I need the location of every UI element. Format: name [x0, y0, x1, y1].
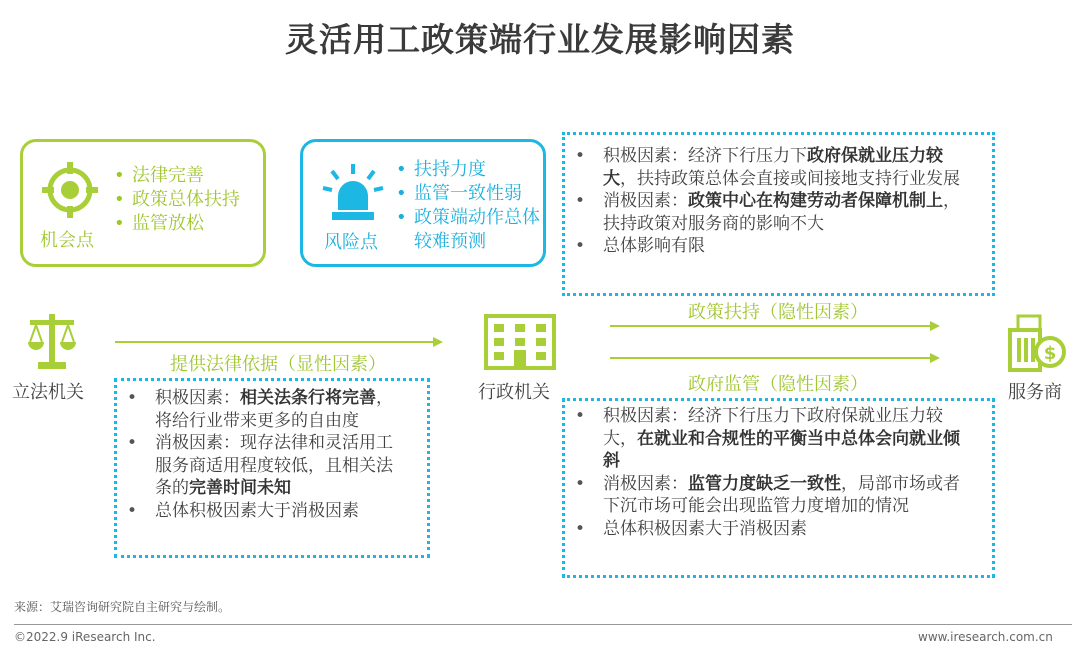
building-icon — [480, 312, 560, 372]
alarm-light-icon — [320, 162, 386, 224]
legislative-label: 立法机关 — [12, 382, 84, 403]
service-provider-icon — [1004, 312, 1068, 374]
list-item: • 政策总体扶持 — [110, 188, 260, 212]
list-item: • 消极因素：政策中心在构建劳动者保障机制上，扶持政策对服务商的影响不大 — [565, 190, 965, 235]
risk-list — [392, 158, 542, 254]
legal-basis-box — [114, 378, 430, 558]
legal-basis-label: 提供法律依据（显性因素） — [170, 354, 386, 375]
list-item: • 积极因素：经济下行压力下政府保就业压力较大，在就业和合规性的平衡当中总体会向就业倾斜 — [565, 405, 965, 473]
administrative-label: 行政机关 — [478, 382, 550, 403]
list-item: • 监管放松 — [110, 212, 260, 236]
policy-support-label: 政策扶持（隐性因素） — [688, 302, 868, 323]
policy-support-box — [562, 132, 995, 296]
list-item: • 总体积极因素大于消极因素 — [565, 518, 965, 541]
website: www.iresearch.com.cn — [918, 630, 1053, 644]
list-item: • 政策端动作总体较难预测 — [392, 206, 542, 254]
source-note: 来源：艾瑞咨询研究院自主研究与绘制。 — [14, 600, 231, 614]
list-item: • 消极因素：现存法律和灵活用工服务商适用程度较低，且相关法条的完善时间未知 — [117, 432, 397, 500]
opportunity-label: 机会点 — [40, 230, 94, 251]
risk-label: 风险点 — [324, 232, 378, 253]
government-supervision-arrow — [610, 350, 942, 366]
list-item: • 消极因素：监管力度缺乏一致性，局部市场或者下沉市场可能会出现监管力度增加的情况 — [565, 473, 965, 518]
government-supervision-box — [562, 398, 995, 578]
list-item: • 积极因素：经济下行压力下政府保就业压力较大，扶持政策总体会直接或间接地支持行业发展 — [565, 145, 965, 190]
svg-text:$: $ — [1043, 343, 1057, 364]
scales-icon — [26, 312, 78, 372]
government-supervision-label: 政府监管（隐性因素） — [688, 374, 868, 395]
list-item: • 监管一致性弱 — [392, 182, 542, 206]
list-item: • 总体积极因素大于消极因素 — [117, 500, 397, 523]
footer-divider — [14, 624, 1072, 625]
list-item: • 总体影响有限 — [565, 235, 965, 258]
list-item: • 积极因素：相关法条行将完善，将给行业带来更多的自由度 — [117, 387, 397, 432]
copyright: ©2022.9 iResearch Inc. — [14, 630, 156, 644]
legal-basis-arrow — [115, 334, 445, 350]
page-title: 灵活用工政策端行业发展影响因素 — [285, 20, 795, 59]
policy-support-arrow — [610, 318, 942, 334]
provider-label: 服务商 — [1008, 382, 1062, 403]
list-item: • 扶持力度 — [392, 158, 542, 182]
list-item: • 法律完善 — [110, 164, 260, 188]
opportunity-list — [110, 164, 260, 236]
target-icon — [40, 160, 100, 220]
